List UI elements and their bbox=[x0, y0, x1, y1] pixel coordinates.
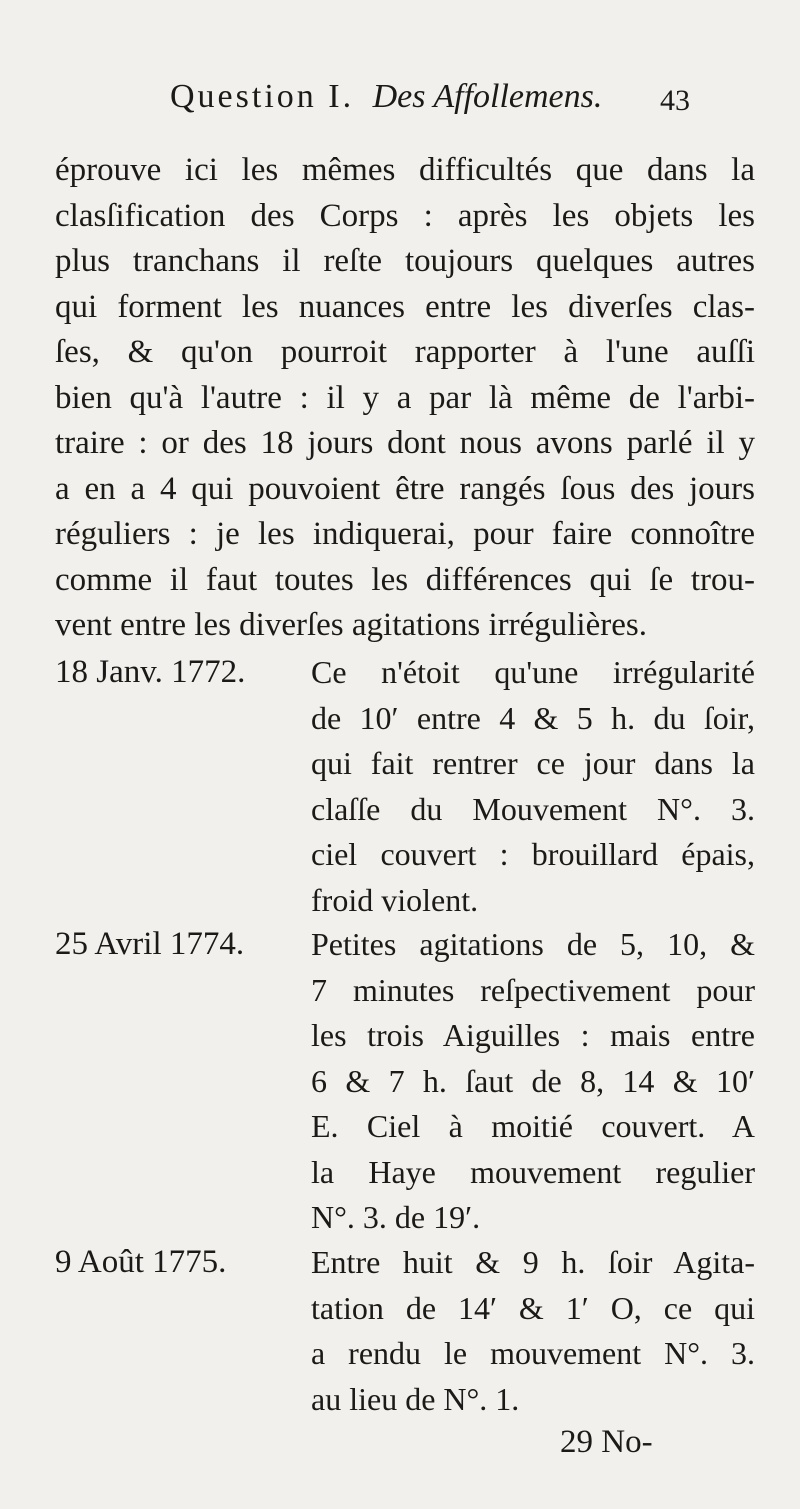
text-line: les trois Aiguilles : mais entre bbox=[311, 1017, 755, 1053]
text-line: éprouve ici les mêmes difficultés que dans la bbox=[55, 152, 755, 188]
text-line: Entre huit & 9 h. ſoir Agita- bbox=[311, 1244, 755, 1280]
text-line: a rendu le mouvement N°. 3. bbox=[311, 1335, 755, 1371]
text-line: qui forment les nuances entre les diverſes clas- bbox=[55, 288, 755, 325]
page-number: 43 bbox=[660, 84, 690, 117]
text-line: Ce n'étoit qu'une irrégularité bbox=[311, 654, 755, 690]
header-question: Question I. bbox=[170, 78, 355, 115]
entry-date: 18 Janv. 1772. bbox=[55, 654, 246, 690]
text-line: de 10′ entre 4 & 5 h. du ſoir, bbox=[311, 699, 755, 736]
text-line: tation de 14′ & 1′ O, ce qui bbox=[311, 1289, 755, 1326]
entry-date: 9 Août 1775. bbox=[55, 1244, 227, 1280]
text-line: a en a 4 qui pouvoient être rangés ſous des jours bbox=[55, 470, 755, 507]
text-line: ciel couvert : brouillard épais, bbox=[311, 836, 755, 872]
text-line: traire : or des 18 jours dont nous avons parlé il y bbox=[55, 425, 755, 461]
running-header bbox=[170, 72, 690, 122]
text-line: la Haye mouvement regulier bbox=[311, 1153, 755, 1190]
text-line: réguliers : je les indiquerai, pour faire connoître bbox=[55, 516, 755, 552]
text-line: plus tranchans il reſte toujours quelques autres bbox=[55, 243, 755, 279]
text-line: comme il faut toutes les différences qui ſe trou- bbox=[55, 561, 755, 598]
text-line: qui fait rentrer ce jour dans la bbox=[311, 745, 755, 781]
text-line: bien qu'à l'autre : il y a par là même de l'arbi- bbox=[55, 379, 755, 416]
header-title: Des Affollemens. bbox=[372, 78, 603, 115]
entry-text bbox=[311, 650, 755, 923]
text-line: Petites agitations de 5, 10, & bbox=[311, 926, 755, 962]
text-line: clasſification des Corps : après les objets les bbox=[55, 197, 755, 234]
text-line: froid violent. bbox=[311, 881, 479, 918]
entry-text bbox=[311, 1240, 755, 1422]
entry-date: 25 Avril 1774. bbox=[55, 926, 245, 962]
text-line: 7 minutes reſpectivement pour bbox=[311, 971, 755, 1008]
text-line: au lieu de N°. 1. bbox=[311, 1380, 520, 1417]
text-line: 6 & 7 h. ſaut de 8, 14 & 10′ bbox=[311, 1062, 755, 1099]
entry-text bbox=[311, 922, 755, 1241]
catchword: 29 No- bbox=[560, 1424, 653, 1460]
text-line: vent entre les diverſes agitations irrégulières. bbox=[55, 607, 647, 643]
text-line: ſes, & qu'on pourroit rapporter à l'une auſſi bbox=[55, 334, 755, 370]
text-line: E. Ciel à moitié couvert. A bbox=[311, 1108, 755, 1144]
intro-paragraph bbox=[55, 148, 755, 649]
text-line: N°. 3. de 19′. bbox=[311, 1199, 481, 1235]
text-line: claſſe du Mouvement N°. 3. bbox=[311, 790, 755, 827]
